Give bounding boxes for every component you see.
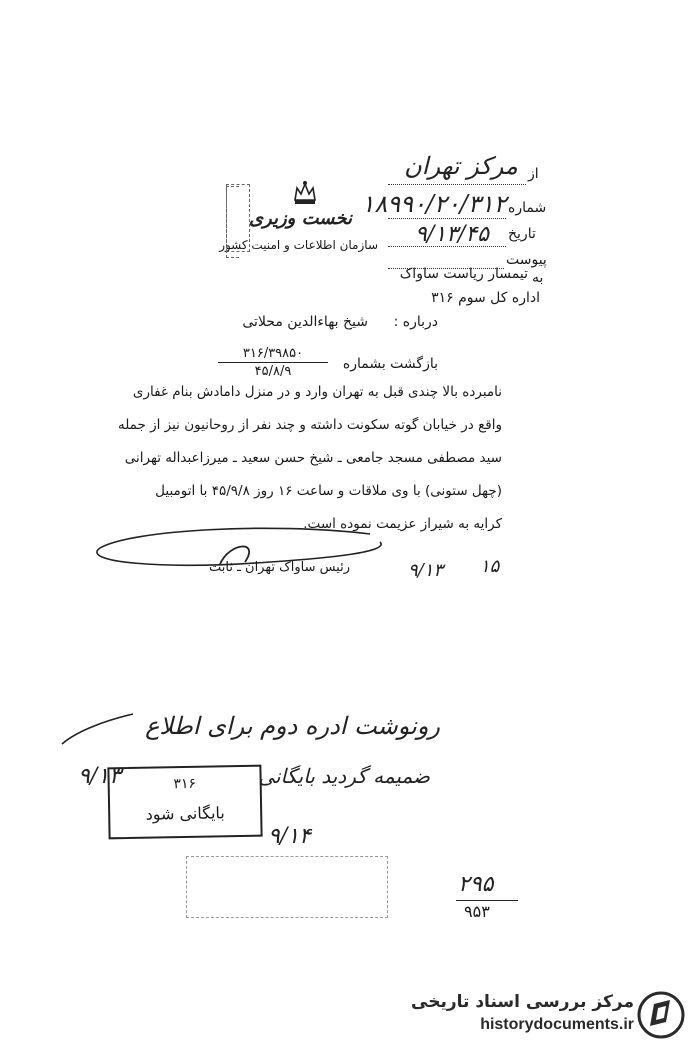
body-line: واقع در خیابان گوته سکونت داشته و چند نفر از روحانیون نیز از جمله: [117, 417, 502, 433]
number-value: ۱۸۹۹۰/۲۰/۳۱۲: [361, 190, 507, 218]
body-line: کرایه به شیراز عزیمت نموده است.: [303, 516, 502, 532]
handwritten-stroke: [58, 710, 138, 750]
faded-stamp: [186, 856, 388, 918]
stamp-number: ۳۱۶: [173, 775, 197, 793]
margin-note-date: ۹/۱۳: [408, 560, 444, 581]
corner-code-bar: [456, 900, 518, 901]
number-line: [388, 218, 506, 219]
handwritten-note-1: رونوشت ادره دوم برای اطلاع: [145, 712, 440, 740]
watermark-title: مرکز بررسی اسناد تاریخی: [411, 992, 634, 1012]
from-label: از: [528, 166, 539, 182]
signature-line: رئیس ساواک تهران ـ ثابت: [208, 560, 350, 575]
to-value: تیمسار ریاست ساواک: [399, 266, 528, 282]
letterhead-dashed-frame: [226, 186, 239, 258]
letterhead-org-sub: سازمان اطلاعات و امنیت کشور: [219, 238, 378, 252]
attachment-label: پیوست: [506, 252, 547, 268]
note-date-1: ۹/۱۳: [78, 764, 121, 789]
date-value: ۹/۱۳/۴۵: [415, 222, 489, 247]
body-line: سید مصطفی مسجد جامعی ـ شیخ حسن سعید ـ میرزاعبداله تهرانی: [124, 450, 502, 466]
corner-code-2: ۹۵۳: [464, 902, 490, 921]
body-line: نامبرده بالا چندی قبل به تهران وارد و در منزل دامادش بنام غفاری: [132, 384, 502, 400]
archive-stamp: [107, 765, 262, 840]
subject-label: درباره :: [393, 314, 438, 330]
watermark-url: historydocuments.ir: [480, 1016, 634, 1033]
handwritten-note-2: ضمیمه گردید بایگانی: [258, 764, 430, 788]
date-label: تاریخ: [508, 226, 536, 242]
subject-value: شیخ بهاءالدین محلاتی: [242, 314, 368, 330]
from-line: [388, 184, 526, 185]
number-label: شماره: [508, 200, 547, 216]
body-line: (چهل ستونی) با وی ملاقات و ساعت ۱۶ روز ۴۵/۹/۸ با اتومبیل: [155, 483, 502, 499]
department: اداره کل سوم ۳۱۶: [431, 290, 540, 306]
reference-label: بازگشت بشماره: [342, 356, 438, 372]
watermark-logo-icon: [636, 990, 686, 1040]
note-date-2: ۹/۱۴: [268, 824, 311, 849]
crown-emblem-icon: [290, 178, 320, 208]
stamp-text: بایگانی شود: [145, 803, 225, 824]
reference-fraction-bar: [218, 362, 328, 363]
letterhead-org-name: نخست وزیری: [248, 208, 352, 229]
margin-note-number: ۱۵: [480, 556, 500, 577]
to-label: به: [532, 270, 544, 286]
reference-number: ۳۱۶/۳۹۸۵۰: [242, 346, 304, 361]
corner-code: ۲۹۵: [458, 872, 494, 897]
reference-date: ۴۵/۸/۹: [254, 364, 292, 379]
from-value: مرکز تهران: [404, 152, 518, 180]
